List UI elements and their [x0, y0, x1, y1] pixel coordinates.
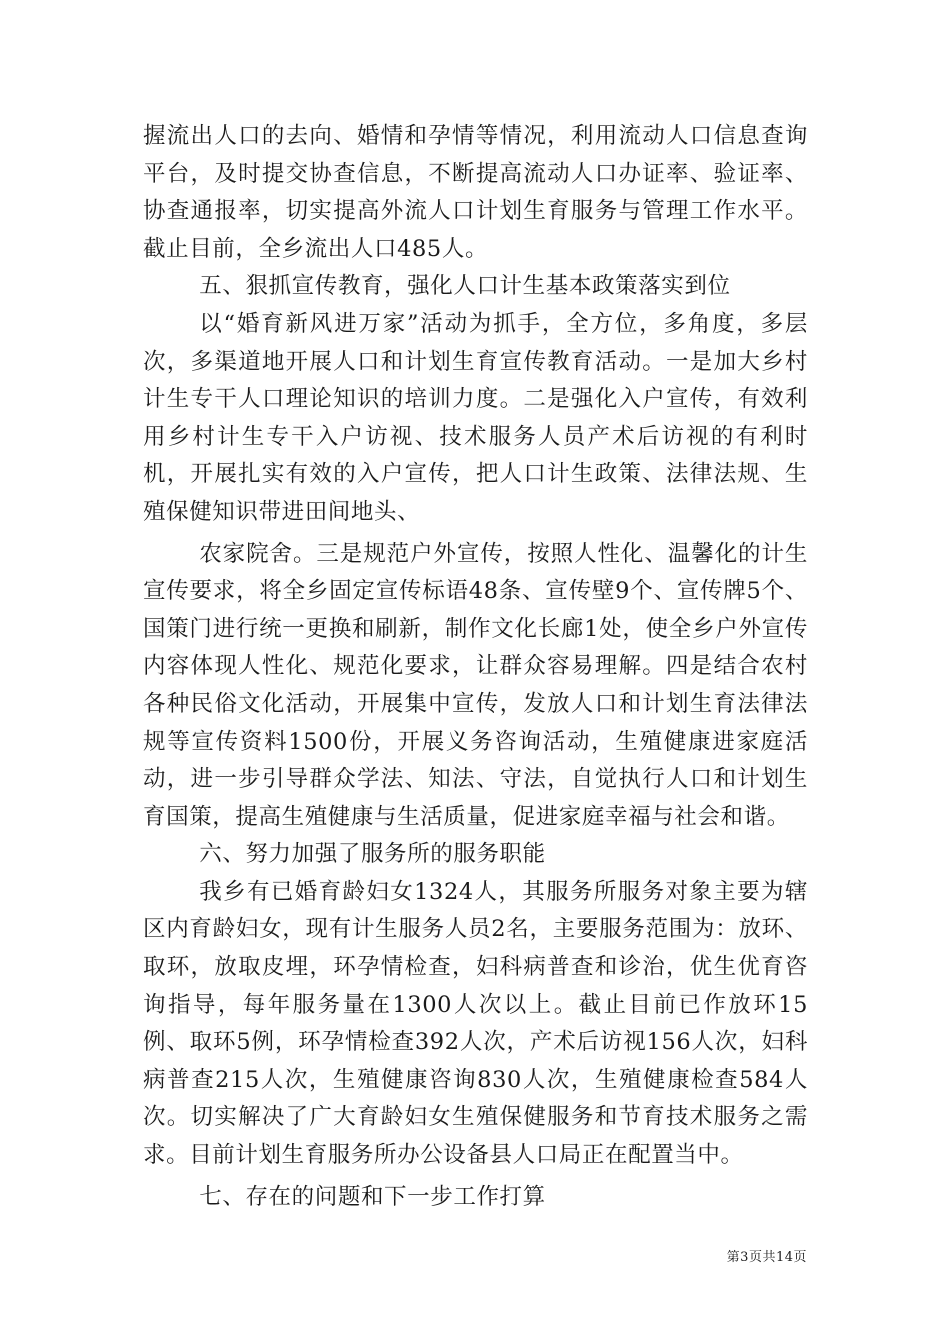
section-heading-five: 五、狠抓宣传教育，强化人口计生基本政策落实到位: [199, 273, 731, 300]
paragraph-service-station: 我乡有已婚育龄妇女1324人，其服务所服务对象主要为辖区内育龄妇女，现有计生服务人员2名，主要服务范围为：放环、取环，放取皮埋，环孕情检查，妇科病普查和诊治，优生优育咨询指导，每年服务量在1300人次以上。截止目前已作放环15例、取环5例，环孕情检查392人次，产术后访视156人次，妇科病普查215人次，生殖健康咨询830人次，生殖健康检查584人次。切实解决了广大育龄妇女生殖保健服务和节育技术服务之需求。目前计划生育服务所办公设备县人口局正在配置当中。: [143, 878, 808, 1169]
paragraph-outdoor-publicity: 农家院舍。三是规范户外宣传，按照人性化、温馨化的计生宣传要求，将全乡固定宣传标语48条、宣传壁9个、宣传牌5个、国策门进行统一更换和刷新，制作文化长廊1处，使全乡户外宣传内容体现人性化、规范化要求，让群众容易理解。四是结合农村各种民俗文化活动，开展集中宣传，发放人口和计划生育法律法规等宣传资料1500份，开展义务咨询活动，生殖健康进家庭活动，进一步引导群众学法、知法、守法，自觉执行人口和计划生育国策，提高生殖健康与生活质量，促进家庭幸福与社会和谐。: [143, 540, 808, 830]
page-number: 第3页共14页: [726, 1250, 807, 1265]
document-body: [143, 118, 808, 1216]
section-heading-seven: 七、存在的问题和下一步工作打算: [199, 1183, 546, 1210]
paragraph-publicity: 以“婚育新风进万家”活动为抓手，全方位，多角度，多层次，多渠道地开展人口和计划生育宣传教育活动。一是加大乡村计生专干人口理论知识的培训力度。二是强化入户宣传，有效利用乡村计生专干入户访视、技术服务人员产术后访视的有利时机，开展扎实有效的入户宣传，把人口计生政策、法律法规、生殖保健知识带进田间地头、: [143, 310, 808, 525]
paragraph-continuation: 握流出人口的去向、婚情和孕情等情况，利用流动人口信息查询平台，及时提交协查信息，不断提高流动人口办证率、验证率、协查通报率，切实提高外流人口计划生育服务与管理工作水平。截止目前，全乡流出人口485人。: [143, 123, 808, 262]
section-heading-six: 六、努力加强了服务所的服务职能: [199, 841, 546, 868]
